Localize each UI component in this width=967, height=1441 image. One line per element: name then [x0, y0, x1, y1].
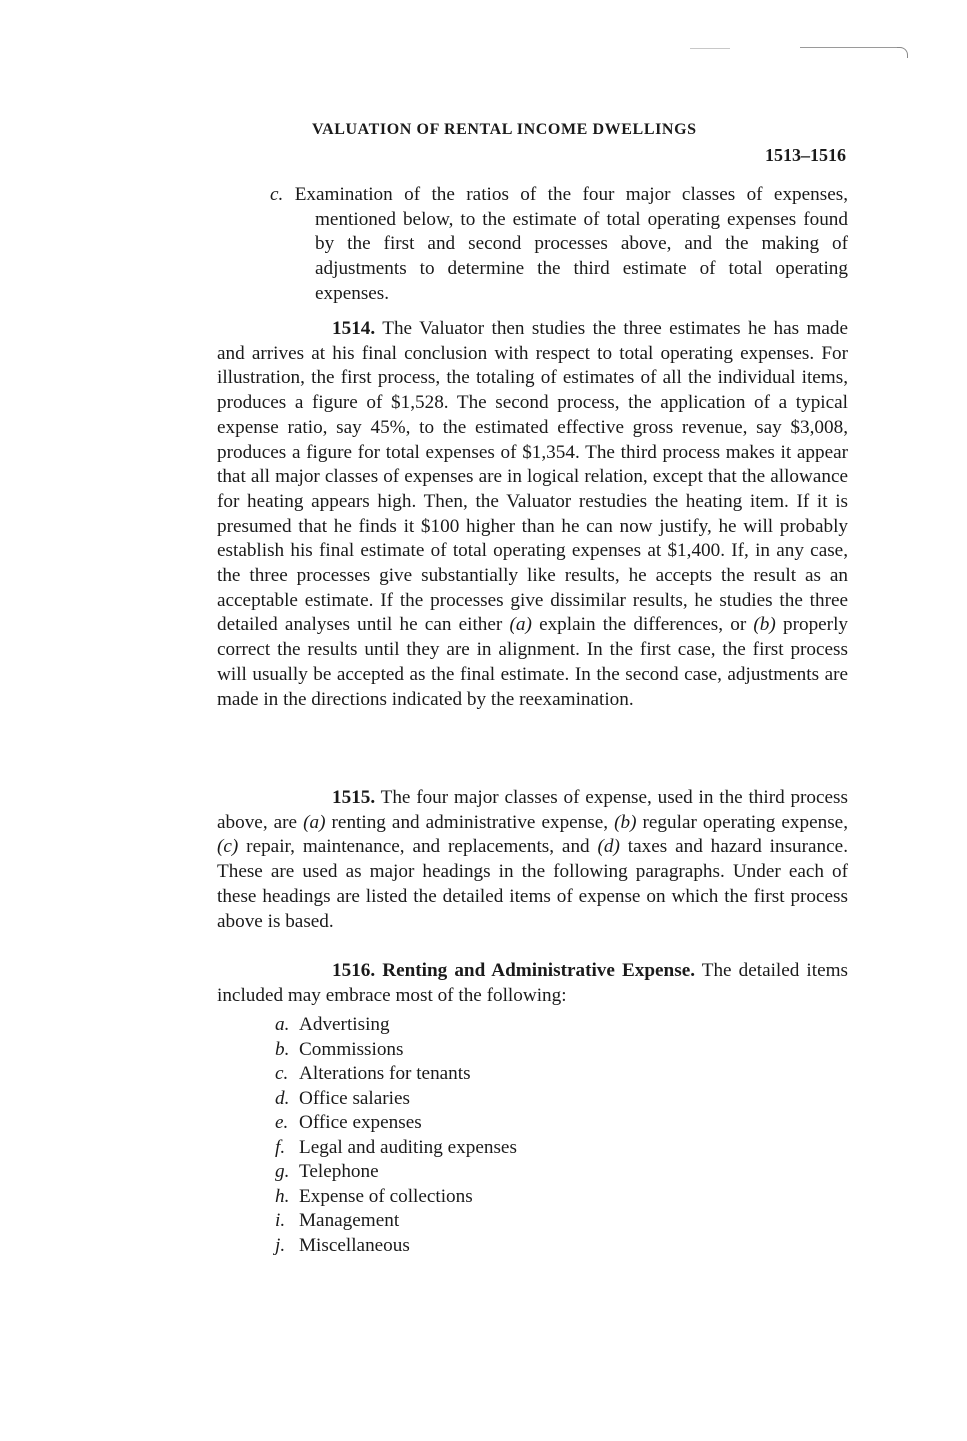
sub-item-letter: c.: [270, 184, 284, 205]
list-item-letter: e.: [275, 1112, 289, 1133]
list-item: [275, 1160, 517, 1185]
list-item: [275, 1234, 517, 1259]
paragraph-text: properly correct the results until they are in alignment. In the first case, the first process will usually be accepted as the final estimate. In the second case, adjustments are made in the directions indicated by the reexamination.: [217, 614, 848, 710]
list-item: [275, 1038, 517, 1063]
list-item-label: Advertising: [299, 1014, 390, 1035]
paragraph-text: The detailed items included may embrace most of the following:: [217, 960, 848, 1006]
list-item: [275, 1185, 517, 1210]
paragraph-text: regular operating expense,: [636, 811, 848, 833]
list-item-label: Telephone: [299, 1161, 379, 1182]
sub-item-text: Examination of the ratios of the four major classes of expenses, mentioned below, to the estimate of total operating expenses found by the first and second processes above, and the making of adjustments to determine the third estimate of total operating expenses.: [294, 184, 848, 304]
enum-marker: (a): [509, 614, 532, 636]
list-item-label: Miscellaneous: [299, 1234, 410, 1256]
paragraph-1515: [217, 786, 848, 934]
list-item-letter: c.: [275, 1063, 289, 1084]
paragraph-number: 1514.: [332, 318, 376, 339]
list-item-letter: d.: [275, 1087, 290, 1109]
running-head: VALUATION OF RENTAL INCOME DWELLINGS: [312, 121, 697, 138]
list-item-letter: h.: [275, 1185, 290, 1207]
paragraph-number: 1515.: [332, 787, 376, 808]
paragraph-text: repair, maintenance, and replacements, and: [238, 836, 598, 858]
section-range: 1513–1516: [765, 145, 846, 165]
list-item: [275, 1111, 517, 1136]
list-item-label: Office expenses: [299, 1112, 422, 1133]
list-item-label: Office salaries: [299, 1087, 410, 1109]
paragraph-text: explain the differences, or: [531, 614, 754, 636]
enum-marker: (c): [217, 836, 239, 858]
list-item-label: Management: [299, 1210, 400, 1231]
list-item-label: Expense of collections: [299, 1185, 473, 1207]
list-item-letter: j.: [275, 1234, 286, 1256]
scan-edge-line: [800, 47, 897, 48]
list-item-letter: g.: [275, 1161, 290, 1182]
paragraph-1514: [217, 317, 848, 712]
paragraph-heading: Renting and Administrative Expense.: [375, 960, 696, 981]
list-item: [275, 1209, 517, 1234]
sub-item-c: [270, 183, 848, 307]
list-item-label: Legal and auditing expenses: [299, 1136, 517, 1158]
list-item-label: Alterations for tenants: [299, 1063, 471, 1084]
paragraph-1516: [217, 959, 848, 1008]
expense-item-list: [275, 1013, 517, 1258]
list-item-label: Commissions: [299, 1038, 404, 1060]
paragraph-text: taxes and hazard insurance. These are used as major headings in the following paragraphs. Under each of these headings are listed the detailed items of expense on which the first process above is based.: [217, 836, 848, 932]
list-item: [275, 1136, 517, 1161]
paragraph-text: The Valuator then studies the three estimates he has made and arrives at his final conclusion with respect to total operating expenses. For illustration, the first process, the totaling of estimates of all the individual items, produces a figure of $1,528. The second process, the application of a typical expense ratio, say 45%, to the estimated effective gross revenue, say $3,008, produces a figure for total expenses of $1,354. The third process makes it appear that all major classes of expenses are in logical relation, except that the allowance for heating appears high. Then, the Valuator restudies the heating item. If it is presumed that he finds it $100 higher than he can now justify, he will probably establish his final estimate of total operating expenses at $1,400. If, in any case, the three processes give substantially like results, he accepts the result as an acceptable estimate. If the processes give dissimilar results, he studies the three detailed analyses until he can either: [217, 318, 848, 636]
enum-marker: (d): [597, 836, 620, 858]
paragraph-text: renting and administrative expense,: [325, 811, 615, 833]
scan-page-curl: [897, 47, 908, 58]
list-item: [275, 1062, 517, 1087]
scan-edge-line: [690, 48, 730, 49]
list-item-letter: i.: [275, 1210, 286, 1231]
enum-marker: (b): [753, 614, 776, 636]
list-item: [275, 1013, 517, 1038]
enum-marker: (a): [303, 811, 326, 833]
enum-marker: (b): [614, 811, 637, 833]
list-item-letter: b.: [275, 1038, 290, 1060]
list-item-letter: f.: [275, 1136, 286, 1158]
list-item-letter: a.: [275, 1014, 290, 1035]
list-item: [275, 1087, 517, 1112]
paragraph-text: The four major classes of expense, used in the third process above, are: [217, 787, 848, 833]
paragraph-number: 1516.: [332, 960, 376, 981]
